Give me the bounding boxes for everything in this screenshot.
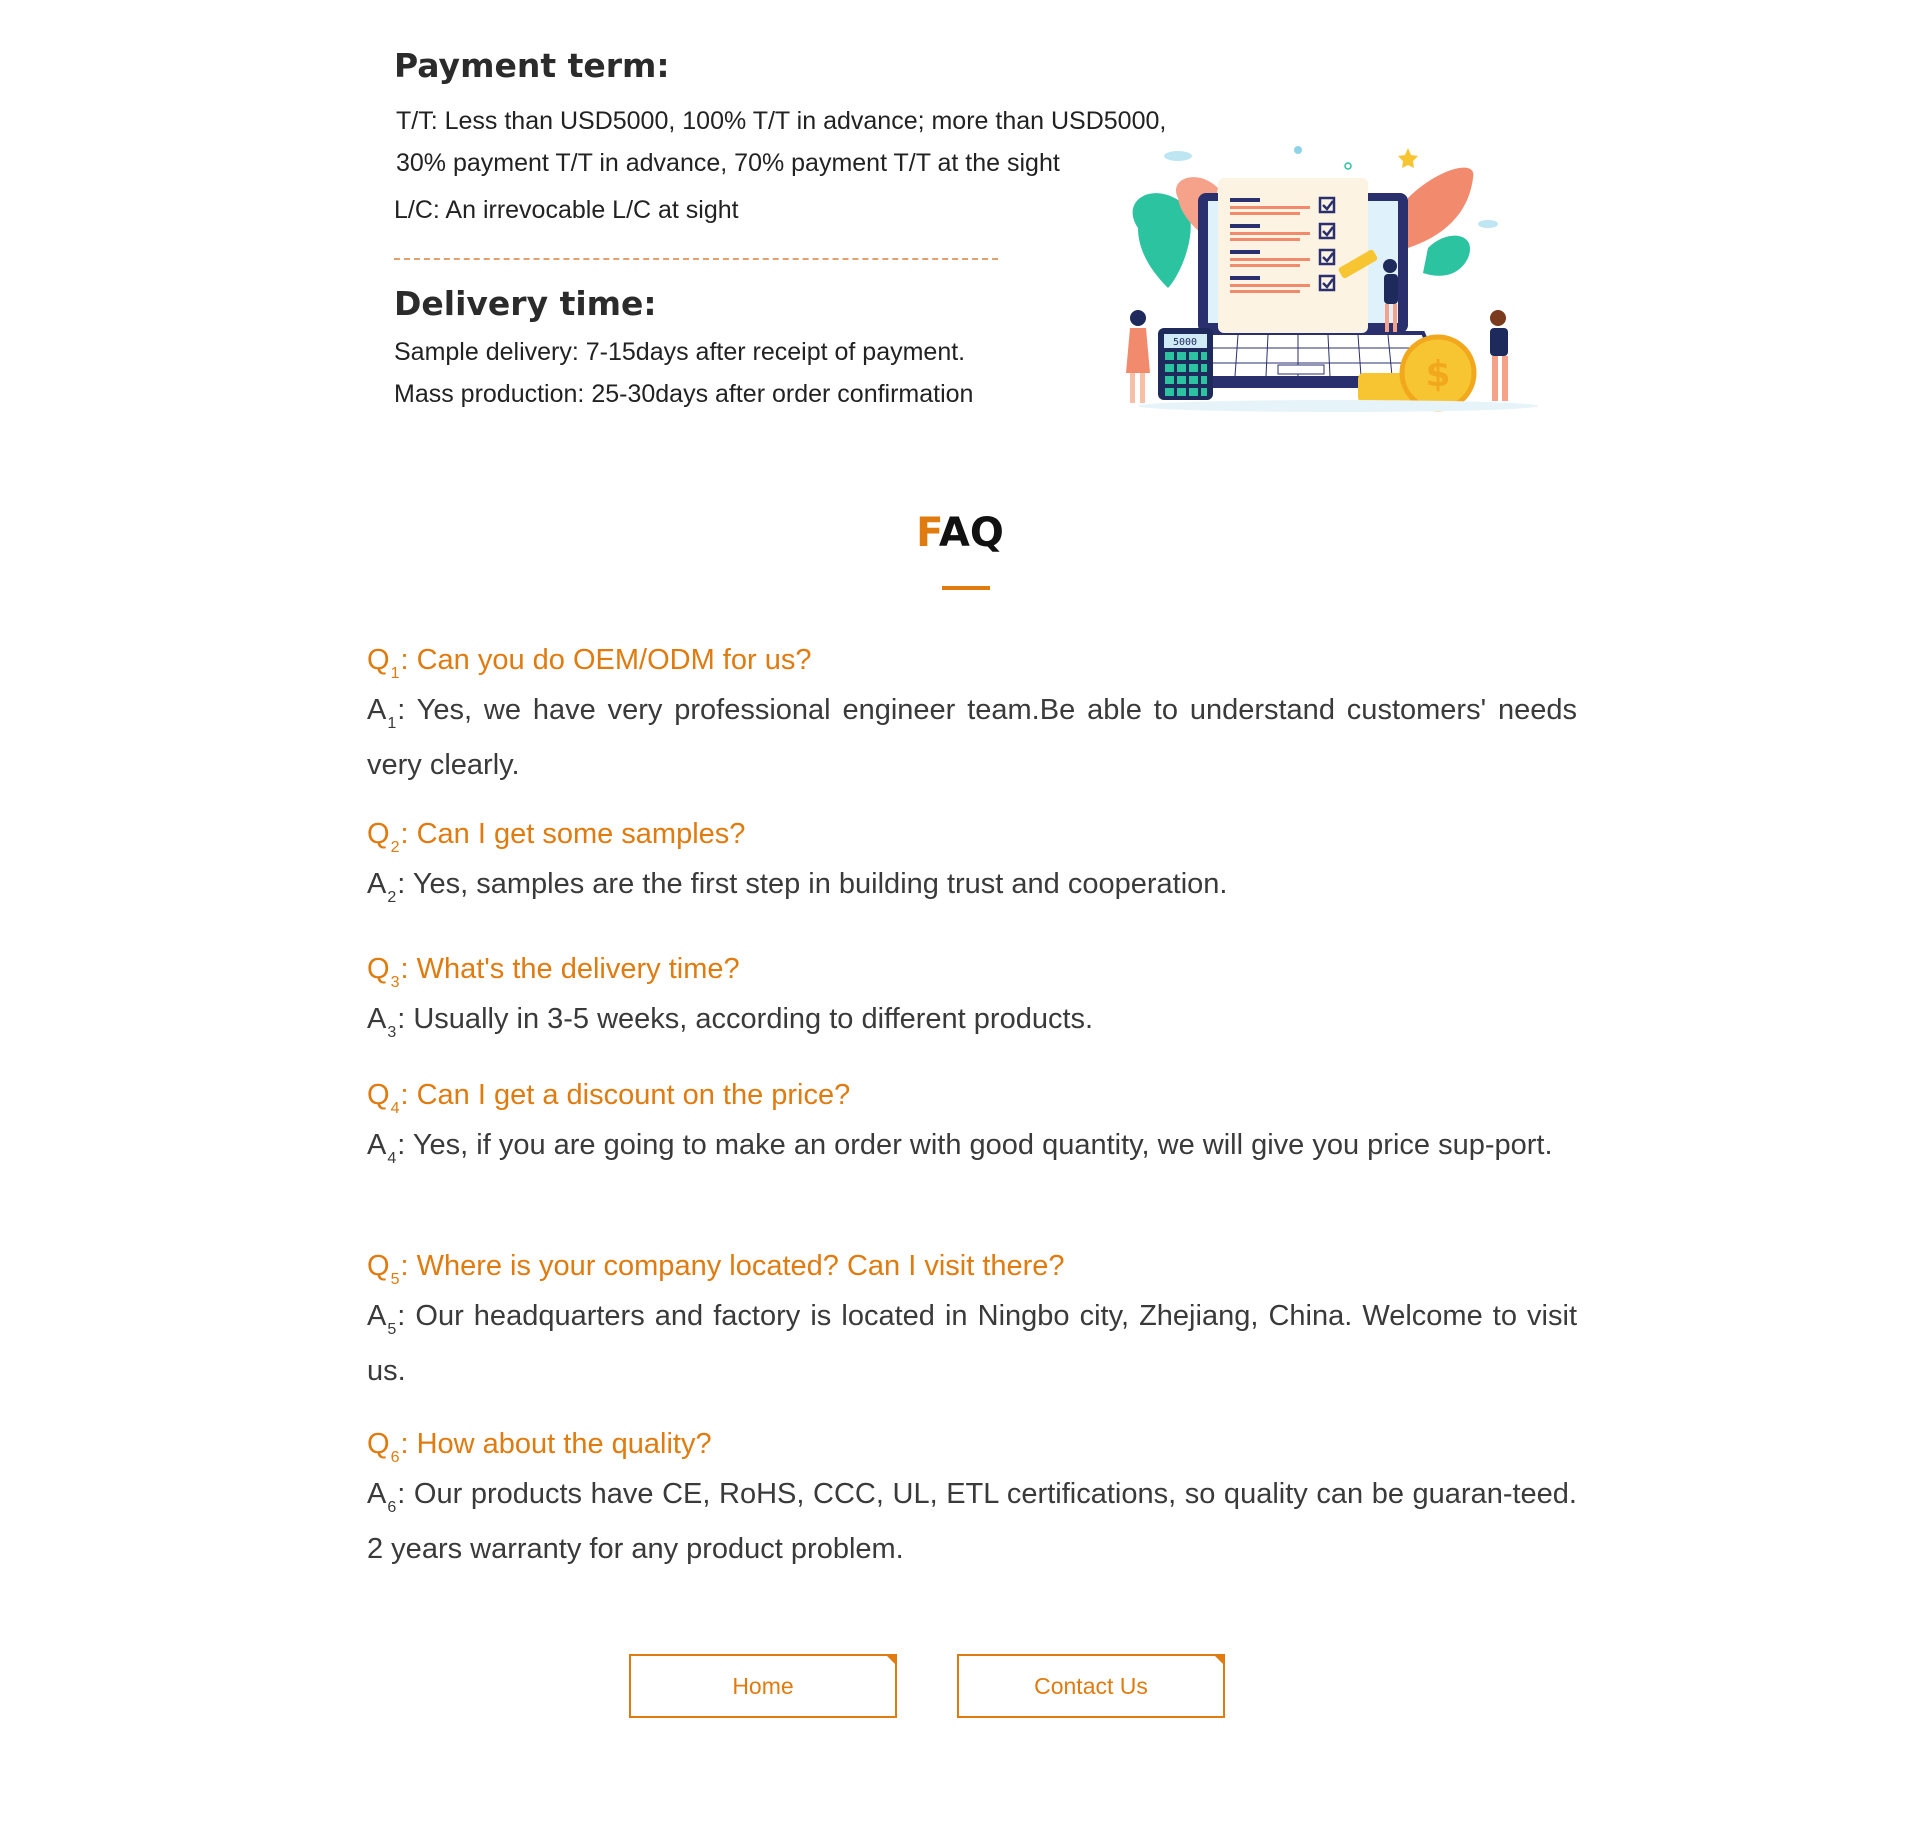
faq-answer [367,994,1577,1049]
cloud-icon [1164,151,1192,161]
man-figure-right [1490,310,1508,401]
faq-question [367,1250,1577,1288]
faq-item-3 [367,953,1577,1049]
leaf-right-pink-icon [1408,168,1473,248]
q-label: Q [367,1079,390,1111]
faq-item-6 [367,1428,1577,1574]
question-text: : What's the delivery time? [400,953,740,985]
q-number: 4 [390,1100,400,1117]
answer-text: : Yes, samples are the first step in building trust and cooperation. [397,868,1228,900]
answer-text: : Yes, if you are going to make an order with good quantity, we will give you price sup-port. [397,1129,1553,1161]
cloud-icon [1478,220,1498,228]
a-label: A [367,868,387,900]
answer-text: : Our headquarters and factory is located in Ningbo city, Zhejiang, China. Welcome to visit us. [367,1300,1577,1387]
a-label: A [367,1129,387,1161]
question-text: : Can I get a discount on the price? [400,1079,851,1111]
faq-question [367,644,1577,682]
sparkle-icon [1294,146,1302,154]
answer-text: : Usually in 3-5 weeks, according to different products. [397,1003,1094,1035]
q-label: Q [367,1250,390,1282]
q-number: 5 [390,1271,400,1288]
faq-answer [367,685,1577,790]
delivery-time-title: Delivery time: [394,284,657,323]
question-text: : Where is your company located? Can I visit there? [400,1250,1065,1282]
ground-shadow [1138,400,1538,412]
a-label: A [367,1478,387,1510]
payment-line-tt-1: T/T: Less than USD5000, 100% T/T in advance; more than USD5000, [396,107,1167,135]
payment-illustration [1108,138,1538,418]
q-number: 6 [390,1449,400,1466]
question-text: : Can I get some samples? [400,818,746,850]
question-text: : Can you do OEM/ODM for us? [400,644,812,676]
faq-underline [942,586,990,590]
star-icon [1398,148,1418,168]
faq-question [367,1079,1577,1117]
faq-answer [367,1120,1577,1175]
a-number: 3 [387,1024,397,1041]
payment-term-title: Payment term: [394,46,670,85]
q-number: 3 [390,974,400,991]
payment-line-tt-2: 30% payment T/T in advance, 70% payment T/T at the sight [396,149,1060,177]
woman-figure [1126,310,1150,403]
delivery-line-sample: Sample delivery: 7-15days after receipt of payment. [394,338,966,366]
faq-title [0,510,1920,556]
q-number: 1 [390,665,400,682]
a-number: 1 [387,715,397,732]
a-number: 2 [387,889,397,906]
a-label: A [367,1300,387,1332]
q-label: Q [367,953,390,985]
a-number: 4 [387,1150,397,1167]
faq-title-rest: AQ [938,510,1004,556]
faq-question [367,953,1577,991]
leaf-right-icon [1423,236,1470,276]
faq-item-4 [367,1079,1577,1175]
faq-item-5 [367,1250,1577,1396]
answer-text: : Our products have CE, RoHS, CCC, UL, ETL certifications, so quality can be guaran-teed. 2 years warranty for any product problem. [367,1478,1577,1565]
answer-text: : Yes, we have very professional engineer team.Be able to understand customers' needs very clearly. [367,694,1577,781]
home-button[interactable]: Home [629,1654,897,1718]
section-divider [394,258,998,260]
contact-us-button[interactable]: Contact Us [957,1654,1225,1718]
a-label: A [367,1003,387,1035]
coin-symbol: $ [1425,354,1451,395]
q-label: Q [367,644,390,676]
a-number: 5 [387,1321,397,1338]
faq-title-first-letter: F [916,510,939,556]
faq-question [367,1428,1577,1466]
faq-answer [367,1469,1577,1574]
q-number: 2 [390,839,400,856]
question-text: : How about the quality? [400,1428,712,1460]
calculator-display: 5000 [1172,337,1198,348]
faq-answer [367,1291,1577,1396]
faq-item-2 [367,818,1577,914]
faq-answer [367,859,1577,914]
delivery-line-mass: Mass production: 25-30days after order confirmation [394,380,974,408]
faq-item-1 [367,644,1577,790]
q-label: Q [367,1428,390,1460]
a-number: 6 [387,1499,397,1516]
payment-line-lc: L/C: An irrevocable L/C at sight [394,196,739,224]
q-label: Q [367,818,390,850]
a-label: A [367,694,387,726]
faq-question [367,818,1577,856]
sparkle-icon [1345,163,1351,169]
laptop-trackpad [1278,365,1324,374]
